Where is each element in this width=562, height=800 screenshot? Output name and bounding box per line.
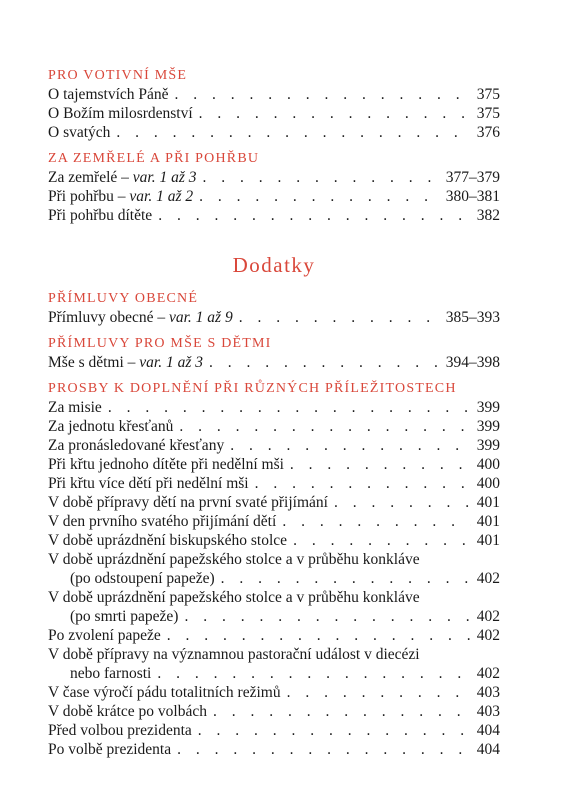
toc-entry[interactable] — [48, 353, 500, 372]
entry-title-continuation-row — [48, 569, 500, 588]
toc-entry[interactable] — [48, 626, 500, 645]
entry-page: 404 — [476, 722, 500, 739]
toc-entry[interactable] — [48, 645, 500, 683]
entry-title: V době uprázdnění papežského stolce a v průběhu konkláve — [48, 551, 420, 568]
toc-entry[interactable] — [48, 474, 500, 493]
entry-title: V době přípravy dětí na první svaté přijímání — [48, 494, 328, 511]
entry-title-continuation: (po smrti papeže) — [70, 608, 179, 625]
entry-title: O Božím milosrdenství — [48, 105, 193, 122]
entry-page: 401 — [476, 532, 500, 549]
entry-title: Mše s dětmi – var. 1 až 3 — [48, 354, 204, 371]
entry-page: 403 — [476, 684, 500, 701]
dot-leader — [199, 187, 440, 206]
section-heading-deceased: ZA ZEMŘELÉ A PŘI POHŘBU — [48, 151, 260, 166]
dot-leader — [334, 493, 471, 512]
entry-page: 402 — [476, 665, 500, 682]
dot-leader — [209, 353, 440, 372]
entry-page: 385–393 — [445, 309, 500, 326]
dot-leader — [213, 702, 471, 721]
dot-leader — [199, 104, 471, 123]
toc-entry[interactable] — [48, 85, 500, 104]
entry-title: Před volbou prezidenta — [48, 722, 192, 739]
toc-entry[interactable] — [48, 683, 500, 702]
dot-leader — [175, 85, 471, 104]
entry-page: 377–379 — [445, 169, 500, 186]
entry-variants: var. 1 až 3 — [139, 354, 204, 371]
entry-variants: var. 1 až 9 — [168, 309, 233, 326]
entry-title: Za jednotu křesťanů — [48, 418, 174, 435]
entry-title-continuation-row — [48, 664, 500, 683]
toc-entry[interactable] — [48, 398, 500, 417]
dot-leader — [287, 683, 471, 702]
entry-title: Při křtu více dětí při nedělní mši — [48, 475, 249, 492]
dot-leader — [293, 531, 471, 550]
entry-page: 399 — [476, 418, 500, 435]
dot-leader — [184, 607, 470, 626]
entry-page: 402 — [476, 570, 500, 587]
dot-leader — [239, 308, 440, 327]
section-heading-general-intercessions: PŘÍMLUVY OBECNÉ — [48, 291, 199, 306]
dot-leader — [158, 206, 471, 225]
dot-leader — [108, 398, 471, 417]
toc-entry[interactable] — [48, 417, 500, 436]
entry-page: 400 — [476, 475, 500, 492]
entry-page: 402 — [476, 608, 500, 625]
entry-page: 399 — [476, 399, 500, 416]
entry-variants: var. 1 až 3 — [132, 169, 197, 186]
entry-title: Po zvolení papeže — [48, 627, 161, 644]
dot-leader — [179, 417, 470, 436]
entry-title: O tajemstvích Páně — [48, 86, 169, 103]
dot-leader — [255, 474, 471, 493]
entry-title: Za pronásledované křesťany — [48, 437, 225, 454]
entry-title: Za misie — [48, 399, 102, 416]
toc-entry[interactable] — [48, 493, 500, 512]
toc-content — [48, 66, 500, 759]
dot-leader — [221, 569, 471, 588]
entry-title: V době přípravy na významnou pastorační událost v diecézi — [48, 646, 420, 663]
entry-page: 382 — [476, 207, 500, 224]
dot-leader — [167, 626, 471, 645]
entry-title: Při křtu jednoho dítěte při nedělní mši — [48, 456, 284, 473]
entry-title-continuation-row — [48, 607, 500, 626]
appendix-heading: Dodatky — [232, 253, 316, 277]
entry-page: 401 — [476, 494, 500, 511]
entry-title: V době krátce po volbách — [48, 703, 207, 720]
entry-title: V době uprázdnění biskupského stolce — [48, 532, 288, 549]
dot-leader — [230, 436, 471, 455]
section-heading-votive-masses: PRO VOTIVNÍ MŠE — [48, 68, 188, 83]
toc-entry[interactable] — [48, 123, 500, 142]
dot-leader — [198, 721, 471, 740]
toc-entry[interactable] — [48, 721, 500, 740]
entry-page: 376 — [476, 124, 500, 141]
section-heading-children-masses: PŘÍMLUVY PRO MŠE S DĚTMI — [48, 336, 272, 351]
dot-leader — [116, 123, 470, 142]
toc-entry[interactable] — [48, 740, 500, 759]
toc-entry[interactable] — [48, 308, 500, 327]
entry-title: Po volbě prezidenta — [48, 741, 172, 758]
entry-title-continuation: (po odstoupení papeže) — [70, 570, 215, 587]
entry-variants: var. 1 až 2 — [129, 188, 194, 205]
toc-entry[interactable] — [48, 455, 500, 474]
entry-page: 394–398 — [445, 354, 500, 371]
entry-page: 403 — [476, 703, 500, 720]
entry-page: 400 — [476, 456, 500, 473]
entry-title: V čase výročí pádu totalitních režimů — [48, 684, 281, 701]
dot-leader — [177, 740, 471, 759]
entry-page: 399 — [476, 437, 500, 454]
toc-entry[interactable] — [48, 104, 500, 123]
toc-entry[interactable] — [48, 531, 500, 550]
entry-page: 404 — [476, 741, 500, 758]
entry-title: V den prvního svatého přijímání dětí — [48, 513, 277, 530]
entry-title: Přímluvy obecné – var. 1 až 9 — [48, 309, 233, 326]
entry-title: Při pohřbu dítěte — [48, 207, 153, 224]
entry-title-continuation: nebo farnosti — [70, 665, 152, 682]
toc-entry[interactable] — [48, 206, 500, 225]
dot-leader — [282, 512, 470, 531]
entry-page: 380–381 — [445, 188, 500, 205]
entry-title: Při pohřbu – var. 1 až 2 — [48, 188, 194, 205]
section-heading-occasional-petitions: PROSBY K DOPLNĚNÍ PŘI RŮZNÝCH PŘÍLEŽITOSTECH — [48, 381, 457, 396]
dot-leader — [203, 168, 440, 187]
toc-entry[interactable] — [48, 187, 500, 206]
toc-entry[interactable] — [48, 588, 500, 626]
toc-entry[interactable] — [48, 436, 500, 455]
entry-page: 402 — [476, 627, 500, 644]
entry-page: 401 — [476, 513, 500, 530]
entry-page: 375 — [476, 86, 500, 103]
dot-leader — [290, 455, 471, 474]
entry-title: Za zemřelé – var. 1 až 3 — [48, 169, 197, 186]
toc-entry[interactable] — [48, 550, 500, 588]
toc-entry[interactable] — [48, 512, 500, 531]
toc-entry[interactable] — [48, 702, 500, 721]
entry-page: 375 — [476, 105, 500, 122]
toc-entry[interactable] — [48, 168, 500, 187]
dot-leader — [157, 664, 470, 683]
entry-title: O svatých — [48, 124, 111, 141]
entry-title: V době uprázdnění papežského stolce a v průběhu konkláve — [48, 589, 420, 606]
